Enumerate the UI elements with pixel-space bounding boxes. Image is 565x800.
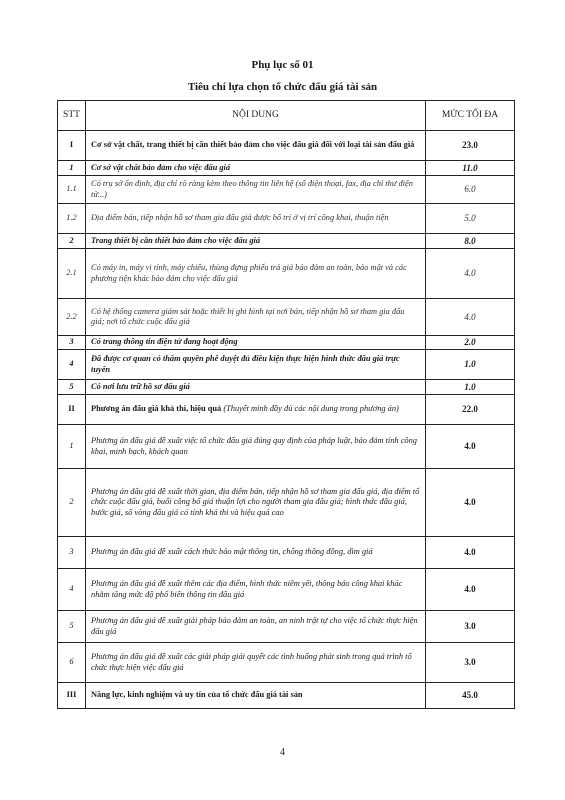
row-max-score: 6.0 — [426, 176, 515, 204]
row-max-score: 5.0 — [426, 204, 515, 234]
row-content: Có trụ sở ổn định, địa chỉ rõ ràng kèm theo thông tin liên hệ (số điện thoại, fax, địa chỉ thư điện tử...) — [86, 176, 426, 204]
row-stt: 2 — [58, 469, 86, 537]
row-stt: 1.2 — [58, 204, 86, 234]
row-stt: 3 — [58, 537, 86, 569]
row-content-text: Phương án đấu giá khả thi, hiệu quả — [91, 404, 222, 414]
row-max-score: 4.0 — [426, 569, 515, 611]
row-content — [86, 395, 426, 425]
table-row — [58, 336, 515, 350]
row-stt: 1 — [58, 425, 86, 469]
row-content: Phương án đấu giá đề xuất các giải pháp giải quyết các tình huống phát sinh trong quá trình tổ chức thực hiện việc đấu giá — [86, 643, 426, 683]
row-content: Cơ sở vật chất, trang thiết bị cần thiết bảo đảm cho việc đấu giá đối với loại tài sản đấu giá — [86, 131, 426, 161]
row-max-score: 8.0 — [426, 234, 515, 249]
table-row — [58, 161, 515, 176]
column-header-stt: STT — [58, 101, 86, 131]
column-header-content: NỘI DUNG — [86, 101, 426, 131]
table-row — [58, 131, 515, 161]
row-content: Địa điểm bán, tiếp nhận hồ sơ tham gia đấu giá được bố trí ở vị trí công khai, thuận tiện — [86, 204, 426, 234]
row-max-score: 11.0 — [426, 161, 515, 176]
row-max-score: 22.0 — [426, 395, 515, 425]
row-stt: 5 — [58, 611, 86, 643]
table-row — [58, 569, 515, 611]
row-content: Có hệ thống camera giám sát hoặc thiết bị ghi hình tại nơi bán, tiếp nhận hồ sơ tham gia đấu giá; nơi tổ chức cuộc đấu giá — [86, 299, 426, 336]
row-stt: I — [58, 131, 86, 161]
row-max-score: 2.0 — [426, 336, 515, 350]
table-row — [58, 234, 515, 249]
row-content: Cơ sở vật chất bảo đảm cho việc đấu giá — [86, 161, 426, 176]
row-max-score: 4.0 — [426, 249, 515, 299]
table-row — [58, 350, 515, 380]
row-content: Phương án đấu giá đề xuất giải pháp bảo đảm an toàn, an ninh trật tự cho việc tổ chức thực hiện đấu giá — [86, 611, 426, 643]
row-stt: 1.1 — [58, 176, 86, 204]
row-content: Năng lực, kinh nghiệm và uy tín của tổ chức đấu giá tài sản — [86, 683, 426, 709]
row-stt: 6 — [58, 643, 86, 683]
row-content: Có nơi lưu trữ hồ sơ đấu giá — [86, 380, 426, 395]
appendix-label: Phụ lục số 01 — [251, 59, 314, 71]
row-content: Phương án đấu giá đề xuất việc tổ chức đấu giá đúng quy định của pháp luật, bảo đảm tính công khai, minh bạch, khách quan — [86, 425, 426, 469]
row-max-score: 1.0 — [426, 350, 515, 380]
row-max-score: 23.0 — [426, 131, 515, 161]
row-max-score: 3.0 — [426, 643, 515, 683]
row-max-score: 4.0 — [426, 299, 515, 336]
row-max-score: 4.0 — [426, 537, 515, 569]
column-header-max: MỨC TỐI ĐA — [426, 101, 515, 131]
row-max-score: 1.0 — [426, 380, 515, 395]
table-row — [58, 176, 515, 204]
row-content-note: (Thuyết minh đầy đủ các nội dung trong phương án) — [223, 404, 399, 414]
table-row — [58, 611, 515, 643]
row-stt: 2.2 — [58, 299, 86, 336]
table-row — [58, 395, 515, 425]
table-row — [58, 380, 515, 395]
row-content: Phương án đấu giá đề xuất thời gian, địa điểm bán, tiếp nhận hồ sơ tham gia đấu giá, địa điểm tổ chức cuộc đấu giá, buổi công bố giá thuận lợi cho người tham gia đấu giá; hình thức đấu giá, bước giá, số vòng đấu giá có tính khả thi và hiệu quả cao — [86, 469, 426, 537]
table-row — [58, 469, 515, 537]
row-max-score: 3.0 — [426, 611, 515, 643]
table-row — [58, 643, 515, 683]
row-max-score: 4.0 — [426, 425, 515, 469]
table-header-row — [58, 101, 515, 131]
row-content: Có trang thông tin điện tử đang hoạt động — [86, 336, 426, 350]
row-stt: II — [58, 395, 86, 425]
row-content: Trang thiết bị cần thiết bảo đảm cho việc đấu giá — [86, 234, 426, 249]
row-max-score: 4.0 — [426, 469, 515, 537]
row-stt: 5 — [58, 380, 86, 395]
row-stt: 4 — [58, 350, 86, 380]
row-stt: 2 — [58, 234, 86, 249]
row-content: Có máy in, máy vi tính, máy chiếu, thùng đựng phiếu trả giá bảo đảm an toàn, bảo mật và các phương tiện khác bảo đảm cho việc đấu giá — [86, 249, 426, 299]
table-row — [58, 299, 515, 336]
row-stt: III — [58, 683, 86, 709]
document-title: Tiêu chí lựa chọn tổ chức đấu giá tài sản — [187, 81, 378, 93]
table-row — [58, 537, 515, 569]
table-row — [58, 683, 515, 709]
row-content: Phương án đấu giá đề xuất thêm các địa điểm, hình thức niêm yết, thông báo công khai khác nhằm tăng mức độ phổ biến thông tin đấu giá — [86, 569, 426, 611]
page-number: 4 — [280, 747, 285, 758]
row-stt: 2.1 — [58, 249, 86, 299]
row-max-score: 45.0 — [426, 683, 515, 709]
table-row — [58, 249, 515, 299]
criteria-table — [57, 100, 515, 709]
row-content: Đã được cơ quan có thẩm quyền phê duyệt đủ điều kiện thực hiện hình thức đấu giá trực tuyến — [86, 350, 426, 380]
row-stt: 3 — [58, 336, 86, 350]
table-row — [58, 204, 515, 234]
row-stt: 1 — [58, 161, 86, 176]
row-stt: 4 — [58, 569, 86, 611]
row-content: Phương án đấu giá đề xuất cách thức bảo mật thông tin, chống thông đồng, dìm giá — [86, 537, 426, 569]
table-row — [58, 425, 515, 469]
